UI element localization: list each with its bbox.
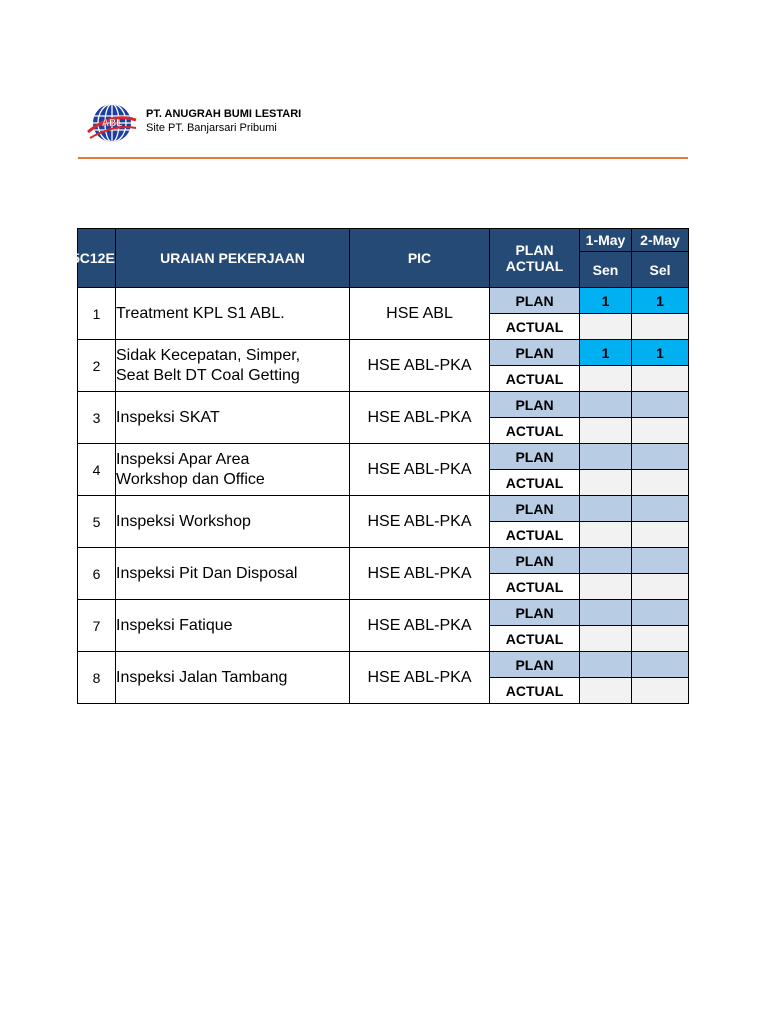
plan-label: PLAN — [490, 288, 580, 314]
actual-cell — [580, 366, 632, 392]
schedule-table — [72, 228, 689, 704]
column-header-actual-label: ACTUAL — [505, 258, 564, 274]
task-line: Seat Belt DT Coal Getting — [116, 366, 300, 384]
table-row — [78, 288, 689, 314]
task-description — [116, 548, 350, 600]
plan-cell: 1 — [580, 288, 632, 314]
actual-cell — [632, 522, 689, 548]
actual-label: ACTUAL — [490, 470, 580, 496]
column-header-pic: PIC — [350, 229, 490, 288]
row-number: 4 — [78, 444, 116, 496]
plan-cell — [580, 392, 632, 418]
pic-cell: HSE ABL-PKA — [350, 392, 490, 444]
plan-cell — [580, 496, 632, 522]
task-line: Inspeksi Fatique — [116, 616, 233, 634]
actual-label: ACTUAL — [490, 418, 580, 444]
pic-cell: HSE ABL-PKA — [350, 444, 490, 496]
header-divider — [78, 157, 688, 159]
task-description — [116, 444, 350, 496]
plan-cell — [580, 652, 632, 678]
plan-label: PLAN — [490, 340, 580, 366]
actual-label: ACTUAL — [490, 522, 580, 548]
date-header: 1-May — [580, 229, 632, 252]
actual-cell — [632, 418, 689, 444]
plan-cell: 1 — [580, 340, 632, 366]
plan-cell — [632, 496, 689, 522]
globe-logo-icon — [86, 102, 138, 146]
plan-cell — [632, 652, 689, 678]
column-header-plan-actual — [490, 229, 580, 288]
actual-cell — [580, 470, 632, 496]
row-number: 2 — [78, 340, 116, 392]
task-description — [116, 392, 350, 444]
column-header-no: 5C12E — [78, 229, 116, 288]
task-description — [116, 288, 350, 340]
table-row — [78, 548, 689, 574]
row-number: 8 — [78, 652, 116, 704]
plan-cell — [580, 444, 632, 470]
table-row — [78, 496, 689, 522]
company-name: PT. ANUGRAH BUMI LESTARI — [146, 108, 302, 120]
plan-cell — [632, 600, 689, 626]
actual-cell — [632, 366, 689, 392]
day-header: Sen — [580, 252, 632, 288]
plan-cell — [632, 548, 689, 574]
actual-cell — [580, 626, 632, 652]
table-row — [78, 652, 689, 678]
task-line: Workshop dan Office — [116, 470, 265, 488]
logo-text: ABL — [101, 118, 123, 129]
day-header: Sel — [632, 252, 689, 288]
actual-cell — [632, 678, 689, 704]
pic-cell: HSE ABL-PKA — [350, 548, 490, 600]
table-row — [78, 392, 689, 418]
actual-cell — [580, 418, 632, 444]
task-line: Inspeksi SKAT — [116, 408, 220, 426]
row-number: 1 — [78, 288, 116, 340]
table-row — [78, 340, 689, 366]
actual-label: ACTUAL — [490, 366, 580, 392]
task-description — [116, 496, 350, 548]
task-line: Sidak Kecepatan, Simper, — [116, 346, 301, 364]
task-line: Inspeksi Pit Dan Disposal — [116, 564, 298, 582]
plan-cell — [580, 600, 632, 626]
plan-label: PLAN — [490, 444, 580, 470]
column-header-plan-label: PLAN — [515, 242, 554, 258]
actual-cell — [632, 314, 689, 340]
pic-cell: HSE ABL-PKA — [350, 600, 490, 652]
date-header: 2-May — [632, 229, 689, 252]
plan-label: PLAN — [490, 548, 580, 574]
document-header — [86, 100, 688, 160]
table-row — [78, 600, 689, 626]
actual-cell — [580, 522, 632, 548]
task-description — [116, 652, 350, 704]
pic-cell: HSE ABL-PKA — [350, 340, 490, 392]
actual-label: ACTUAL — [490, 314, 580, 340]
plan-label: PLAN — [490, 392, 580, 418]
task-line: Inspeksi Jalan Tambang — [116, 668, 288, 686]
plan-cell — [580, 548, 632, 574]
actual-label: ACTUAL — [490, 626, 580, 652]
pic-cell: HSE ABL — [350, 288, 490, 340]
plan-label: PLAN — [490, 496, 580, 522]
task-line: Inspeksi Apar Area — [116, 450, 250, 468]
schedule-body — [78, 288, 689, 704]
row-number: 5 — [78, 496, 116, 548]
row-number: 3 — [78, 392, 116, 444]
task-description — [116, 340, 350, 392]
actual-cell — [632, 626, 689, 652]
task-description — [116, 600, 350, 652]
plan-cell — [632, 392, 689, 418]
actual-cell — [580, 574, 632, 600]
actual-label: ACTUAL — [490, 678, 580, 704]
column-header-task: URAIAN PEKERJAAN — [116, 229, 350, 288]
plan-label: PLAN — [490, 600, 580, 626]
row-number: 6 — [78, 548, 116, 600]
row-number: 7 — [78, 600, 116, 652]
actual-label: ACTUAL — [490, 574, 580, 600]
plan-cell: 1 — [632, 340, 689, 366]
plan-label: PLAN — [490, 652, 580, 678]
actual-cell — [580, 314, 632, 340]
table-row — [78, 444, 689, 470]
pic-cell: HSE ABL-PKA — [350, 652, 490, 704]
actual-cell — [580, 678, 632, 704]
site-name: Site PT. Banjarsari Pribumi — [146, 122, 277, 134]
pic-cell: HSE ABL-PKA — [350, 496, 490, 548]
task-line: Treatment KPL S1 ABL. — [116, 304, 285, 322]
task-line: Inspeksi Workshop — [116, 512, 251, 530]
actual-cell — [632, 470, 689, 496]
plan-cell — [632, 444, 689, 470]
actual-cell — [632, 574, 689, 600]
plan-cell: 1 — [632, 288, 689, 314]
